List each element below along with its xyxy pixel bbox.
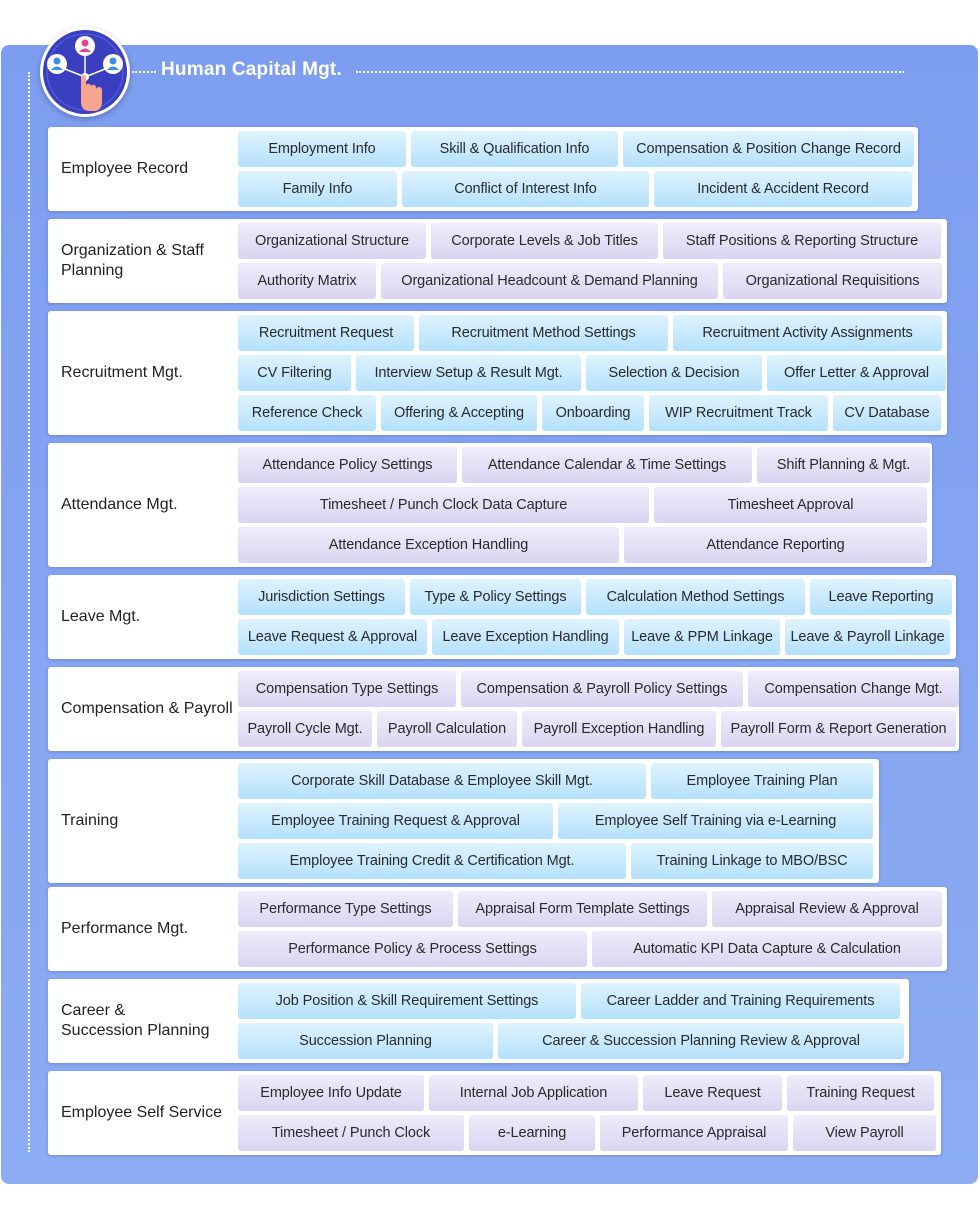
feature-chip[interactable]: Leave Exception Handling xyxy=(432,619,619,655)
feature-chip-line xyxy=(238,619,957,655)
feature-chip-line xyxy=(238,263,947,299)
module-row xyxy=(48,887,947,971)
feature-chip[interactable]: Attendance Calendar & Time Settings xyxy=(462,447,752,483)
feature-chip-line xyxy=(238,315,951,351)
module-row xyxy=(48,759,879,883)
module-label: Employee Self Service xyxy=(61,1104,222,1121)
feature-chip[interactable]: Onboarding xyxy=(542,395,644,431)
feature-chip[interactable]: Recruitment Request xyxy=(238,315,414,351)
feature-chip[interactable]: Authority Matrix xyxy=(238,263,376,299)
feature-chip[interactable]: Career & Succession Planning Review & Approval xyxy=(498,1023,904,1059)
module-row xyxy=(48,127,918,211)
feature-chip-line xyxy=(238,527,935,563)
module-row xyxy=(48,219,947,303)
feature-chip[interactable]: Employee Training Request & Approval xyxy=(238,803,553,839)
module-label: Performance Mgt. xyxy=(61,920,189,937)
module-label: Career & Succession Planning xyxy=(61,1002,210,1039)
page-title: Human Capital Mgt. xyxy=(161,59,342,80)
feature-chip[interactable]: Job Position & Skill Requirement Settings xyxy=(238,983,576,1019)
feature-chip[interactable]: Selection & Decision xyxy=(586,355,762,391)
feature-chip-line xyxy=(238,395,951,431)
feature-chip[interactable]: Performance Appraisal xyxy=(600,1115,788,1151)
feature-chip[interactable]: Offering & Accepting xyxy=(381,395,537,431)
feature-chip[interactable]: Training Request xyxy=(787,1075,934,1111)
feature-chip-line xyxy=(238,223,947,259)
feature-chip-line xyxy=(238,711,964,747)
feature-chip[interactable]: Employee Training Credit & Certification Mgt. xyxy=(238,843,626,879)
feature-chip[interactable]: Calculation Method Settings xyxy=(586,579,805,615)
feature-chip-line xyxy=(238,1075,941,1111)
feature-chip[interactable]: Leave Request xyxy=(643,1075,782,1111)
module-row xyxy=(48,1071,941,1155)
feature-chip-line xyxy=(238,983,909,1019)
feature-chip[interactable]: Payroll Calculation xyxy=(377,711,517,747)
people-network-icon xyxy=(40,27,130,117)
module-label: Attendance Mgt. xyxy=(61,496,178,513)
feature-chip[interactable]: Leave & Payroll Linkage xyxy=(785,619,950,655)
feature-chip[interactable]: Compensation & Payroll Policy Settings xyxy=(461,671,743,707)
feature-chip[interactable]: Offer Letter & Approval xyxy=(767,355,946,391)
feature-chip-group xyxy=(238,447,935,567)
feature-chip[interactable]: Employee Info Update xyxy=(238,1075,424,1111)
feature-chip-line xyxy=(238,891,947,927)
feature-chip[interactable]: Interview Setup & Result Mgt. xyxy=(356,355,581,391)
module-row xyxy=(48,979,909,1063)
feature-chip[interactable]: Compensation Change Mgt. xyxy=(748,671,959,707)
feature-chip[interactable]: Leave & PPM Linkage xyxy=(624,619,780,655)
module-row xyxy=(48,443,932,567)
feature-chip[interactable]: Jurisdiction Settings xyxy=(238,579,405,615)
feature-chip[interactable]: Staff Positions & Reporting Structure xyxy=(663,223,941,259)
feature-chip[interactable]: Recruitment Method Settings xyxy=(419,315,668,351)
feature-chip-group xyxy=(238,671,964,751)
feature-chip[interactable]: Automatic KPI Data Capture & Calculation xyxy=(592,931,942,967)
feature-chip[interactable]: Type & Policy Settings xyxy=(410,579,581,615)
feature-chip[interactable]: Attendance Exception Handling xyxy=(238,527,619,563)
feature-chip[interactable]: Payroll Cycle Mgt. xyxy=(238,711,372,747)
feature-chip[interactable]: Payroll Exception Handling xyxy=(522,711,716,747)
feature-chip-group xyxy=(238,315,951,435)
feature-chip-line xyxy=(238,1115,941,1151)
feature-chip-line xyxy=(238,579,957,615)
feature-chip[interactable]: Conflict of Interest Info xyxy=(402,171,649,207)
feature-chip[interactable]: Training Linkage to MBO/BSC xyxy=(631,843,873,879)
module-row xyxy=(48,667,959,751)
feature-chip-line xyxy=(238,843,878,879)
feature-chip[interactable]: CV Filtering xyxy=(238,355,351,391)
feature-chip-line xyxy=(238,671,964,707)
feature-chip-line xyxy=(238,131,919,167)
module-label: Compensation & Payroll xyxy=(61,700,233,717)
feature-chip[interactable]: Organizational Requisitions xyxy=(723,263,942,299)
feature-chip[interactable]: Leave Request & Approval xyxy=(238,619,427,655)
feature-chip-line xyxy=(238,355,951,391)
feature-chip[interactable]: Attendance Reporting xyxy=(624,527,927,563)
feature-chip-group xyxy=(238,579,957,659)
feature-chip[interactable]: View Payroll xyxy=(793,1115,936,1151)
feature-chip-line xyxy=(238,763,878,799)
feature-chip[interactable]: Reference Check xyxy=(238,395,376,431)
feature-chip[interactable]: WIP Recruitment Track xyxy=(649,395,828,431)
feature-chip[interactable]: Timesheet / Punch Clock Data Capture xyxy=(238,487,649,523)
feature-chip-line xyxy=(238,1023,909,1059)
feature-chip[interactable]: Appraisal Form Template Settings xyxy=(458,891,707,927)
feature-chip[interactable]: Organizational Headcount & Demand Planning xyxy=(381,263,718,299)
feature-chip-group xyxy=(238,131,919,211)
feature-chip[interactable]: Skill & Qualification Info xyxy=(411,131,618,167)
feature-chip[interactable]: Timesheet / Punch Clock xyxy=(238,1115,464,1151)
dotted-connector-vertical xyxy=(28,72,30,1152)
feature-chip[interactable]: Shift Planning & Mgt. xyxy=(757,447,930,483)
module-label: Leave Mgt. xyxy=(61,608,141,625)
feature-chip[interactable]: Compensation Type Settings xyxy=(238,671,456,707)
feature-chip[interactable]: Family Info xyxy=(238,171,397,207)
dotted-connector-right xyxy=(356,71,904,73)
feature-chip-group xyxy=(238,1075,941,1155)
feature-chip-line xyxy=(238,171,919,207)
feature-chip[interactable]: Career Ladder and Training Requirements xyxy=(581,983,900,1019)
feature-chip[interactable]: e-Learning xyxy=(469,1115,595,1151)
feature-chip-group xyxy=(238,223,947,303)
feature-chip[interactable]: Compensation & Position Change Record xyxy=(623,131,914,167)
module-row xyxy=(48,311,947,435)
feature-chip-line xyxy=(238,931,947,967)
module-label: Training xyxy=(61,812,119,829)
module-label: Employee Record xyxy=(61,160,189,177)
feature-chip[interactable]: Corporate Skill Database & Employee Skill Mgt. xyxy=(238,763,646,799)
feature-chip-line xyxy=(238,447,935,483)
feature-chip[interactable]: Internal Job Application xyxy=(429,1075,638,1111)
module-label: Organization & Staff Planning xyxy=(61,242,204,279)
feature-chip[interactable]: Performance Type Settings xyxy=(238,891,453,927)
dotted-connector-left xyxy=(132,71,156,73)
feature-chip[interactable]: Performance Policy & Process Settings xyxy=(238,931,587,967)
feature-chip[interactable]: Employee Self Training via e-Learning xyxy=(558,803,873,839)
feature-chip[interactable]: Organizational Structure xyxy=(238,223,426,259)
feature-chip[interactable]: Succession Planning xyxy=(238,1023,493,1059)
feature-chip-group xyxy=(238,763,878,883)
feature-chip[interactable]: Recruitment Activity Assignments xyxy=(673,315,942,351)
feature-chip[interactable]: Employment Info xyxy=(238,131,406,167)
feature-chip-group xyxy=(238,891,947,971)
feature-chip[interactable]: Leave Reporting xyxy=(810,579,952,615)
feature-chip[interactable]: Corporate Levels & Job Titles xyxy=(431,223,658,259)
feature-chip[interactable]: Attendance Policy Settings xyxy=(238,447,457,483)
feature-chip[interactable]: Payroll Form & Report Generation xyxy=(721,711,956,747)
feature-chip-line xyxy=(238,487,935,523)
module-row xyxy=(48,575,956,659)
feature-chip[interactable]: CV Database xyxy=(833,395,941,431)
feature-chip[interactable]: Employee Training Plan xyxy=(651,763,873,799)
feature-chip-group xyxy=(238,983,909,1063)
feature-chip[interactable]: Incident & Accident Record xyxy=(654,171,912,207)
feature-chip[interactable]: Appraisal Review & Approval xyxy=(712,891,942,927)
feature-chip[interactable]: Timesheet Approval xyxy=(654,487,927,523)
module-label: Recruitment Mgt. xyxy=(61,364,183,381)
feature-chip-line xyxy=(238,803,878,839)
